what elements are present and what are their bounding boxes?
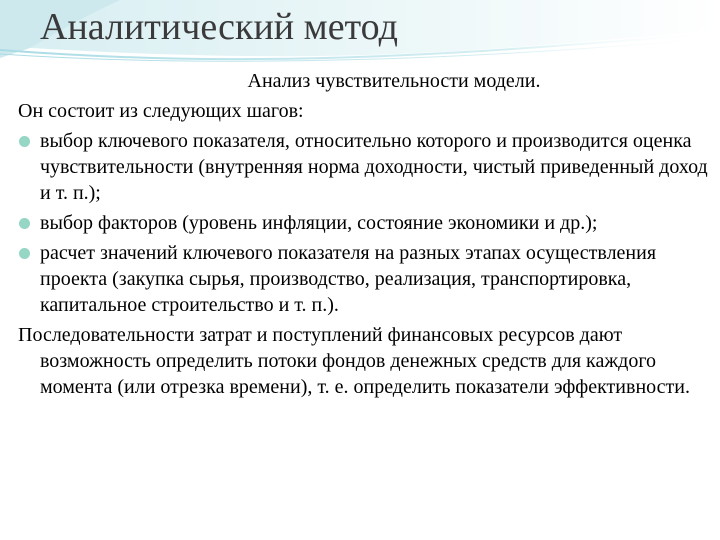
bullet-circle-icon xyxy=(19,218,30,229)
list-item-text: выбор факторов (уровень инфляции, состояние экономики и др.); xyxy=(40,212,598,234)
list-item-text: расчет значений ключевого показателя на разных этапах осуществления проекта (закупка сырья, производство, реализация, транспортировка, капитальное строительство и т. п.). xyxy=(40,242,657,316)
conclusion-text: Последовательности затрат и поступлений финансовых ресурсов дают возможность определить потоки фондов денежных средств для каждого момента (или отрезка времени), т. е. определить показатели эффективности. xyxy=(18,324,690,398)
intro-text: Он состоит из следующих шагов: xyxy=(18,100,304,122)
slide-title: Аналитический метод xyxy=(40,6,398,48)
bullet-circle-icon xyxy=(19,248,30,259)
steps-list xyxy=(18,128,710,318)
slide-body xyxy=(18,68,710,404)
list-item xyxy=(18,240,710,318)
list-item xyxy=(18,210,710,236)
bullet-circle-icon xyxy=(19,136,30,147)
list-item xyxy=(18,128,710,206)
list-item-text: выбор ключевого показателя, относительно которого и производится оценка чувствительности (внутренняя норма доходности, чистый приведенный доход и т. п.); xyxy=(40,130,708,204)
subtitle: Анализ чувствительности модели. xyxy=(247,70,541,92)
